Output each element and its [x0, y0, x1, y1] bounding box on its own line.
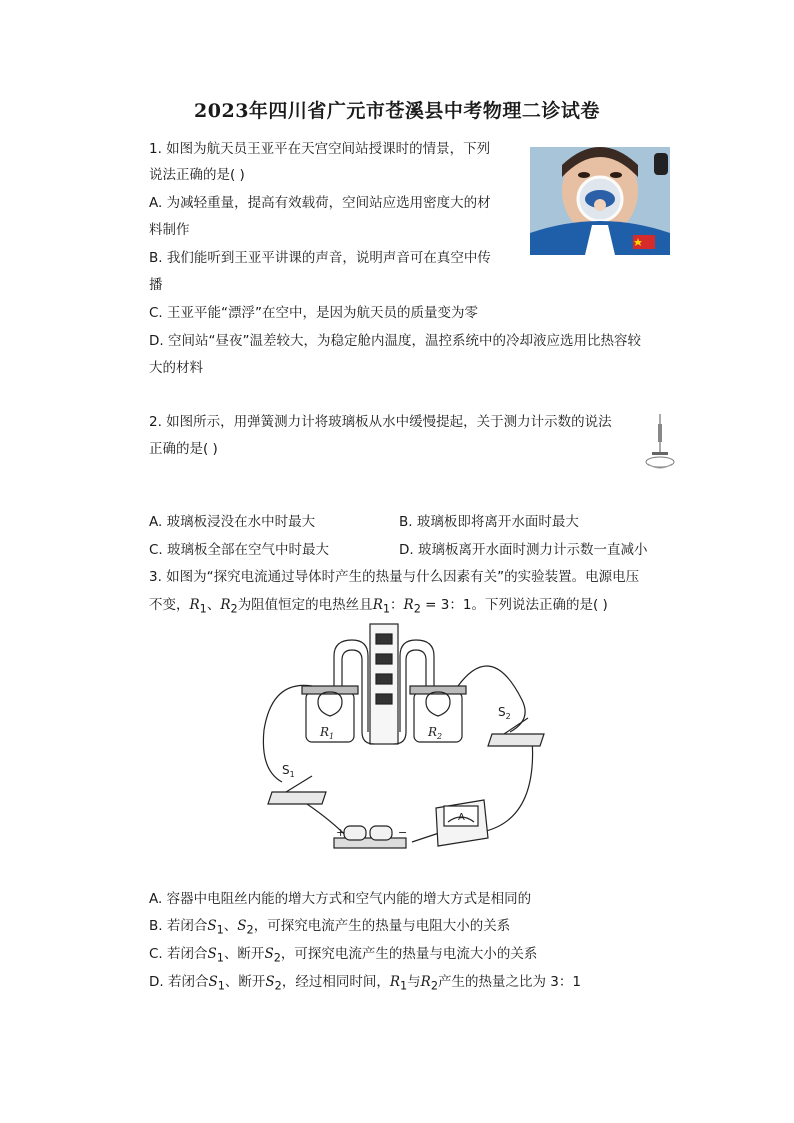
spring-scale-figure — [642, 412, 678, 474]
q3-stem-line1: 3. 如图为“探究电流通过导体时产生的热量与什么因素有关”的实验装置。电源电压 — [149, 569, 640, 585]
q1-option-c: C. 王亚平能“漂浮”在空中，是因为航天员的质量变为零 — [149, 305, 478, 321]
exam-title: 2023年四川省广元市苍溪县中考物理二诊试卷 — [194, 100, 600, 122]
q2-option-c: C. 玻璃板全部在空气中时最大 — [149, 542, 330, 558]
q3-option-b: B. 若闭合$S_1$、$S_2$，可探究电流产生的热量与电阻大小的关系 — [149, 918, 511, 937]
q3-stem-line2: 不变，$R_1$、$R_2$为阻值恒定的电热丝且$R_1$：$R_2 = 3$：1。下列说法正确的是( ) — [149, 597, 608, 616]
q1-option-d-cont: 大的材料 — [149, 360, 203, 376]
r1-label: $R_1$ — [320, 725, 335, 741]
q2-option-d: D. 玻璃板离开水面时测力计示数一直减小 — [399, 542, 648, 558]
battery-plus: + — [336, 826, 346, 839]
astronaut-photo — [530, 147, 670, 255]
q1-option-a-cont: 料制作 — [149, 222, 190, 238]
q3-option-a: A. 容器中电阻丝内能的增大方式和空气内能的增大方式是相同的 — [149, 891, 532, 907]
q2-stem-line2: 正确的是( ) — [149, 441, 218, 457]
q1-option-a: A. 为减轻重量，提高有效载荷，空间站应选用密度大的材 — [149, 195, 491, 211]
circuit-diagram — [252, 620, 552, 864]
q1-option-d: D. 空间站“昼夜”温差较大，为稳定舱内温度，温控系统中的冷却液应选用比热容较 — [149, 333, 641, 349]
s2-label: $S_2$ — [498, 705, 511, 721]
q1-option-b-cont: 播 — [149, 277, 163, 293]
q3-option-d: D. 若闭合$S_1$、断开$S_2$，经过相同时间，$R_1$与$R_2$产生的热量之比为 3：1 — [149, 974, 581, 993]
q2-stem-line1: 2. 如图所示，用弹簧测力计将玻璃板从水中缓慢提起，关于测力计示数的说法 — [149, 414, 612, 430]
q2-option-b: B. 玻璃板即将离开水面时最大 — [399, 514, 579, 530]
ammeter-label: A — [458, 812, 465, 823]
q2-option-a: A. 玻璃板浸没在水中时最大 — [149, 514, 316, 530]
battery-minus: − — [398, 826, 408, 839]
astronaut-photo-drawing — [530, 147, 670, 255]
r2-label: $R_2$ — [428, 725, 443, 741]
s1-label: $S_1$ — [282, 763, 295, 779]
q1-option-b: B. 我们能听到王亚平讲课的声音，说明声音可在真空中传 — [149, 250, 491, 266]
q3-option-c: C. 若闭合$S_1$、断开$S_2$，可探究电流产生的热量与电流大小的关系 — [149, 946, 538, 965]
q1-stem-line1: 1. 如图为航天员王亚平在天宫空间站授课时的情景，下列 — [149, 141, 491, 157]
q1-stem-line2: 说法正确的是( ) — [149, 167, 245, 183]
